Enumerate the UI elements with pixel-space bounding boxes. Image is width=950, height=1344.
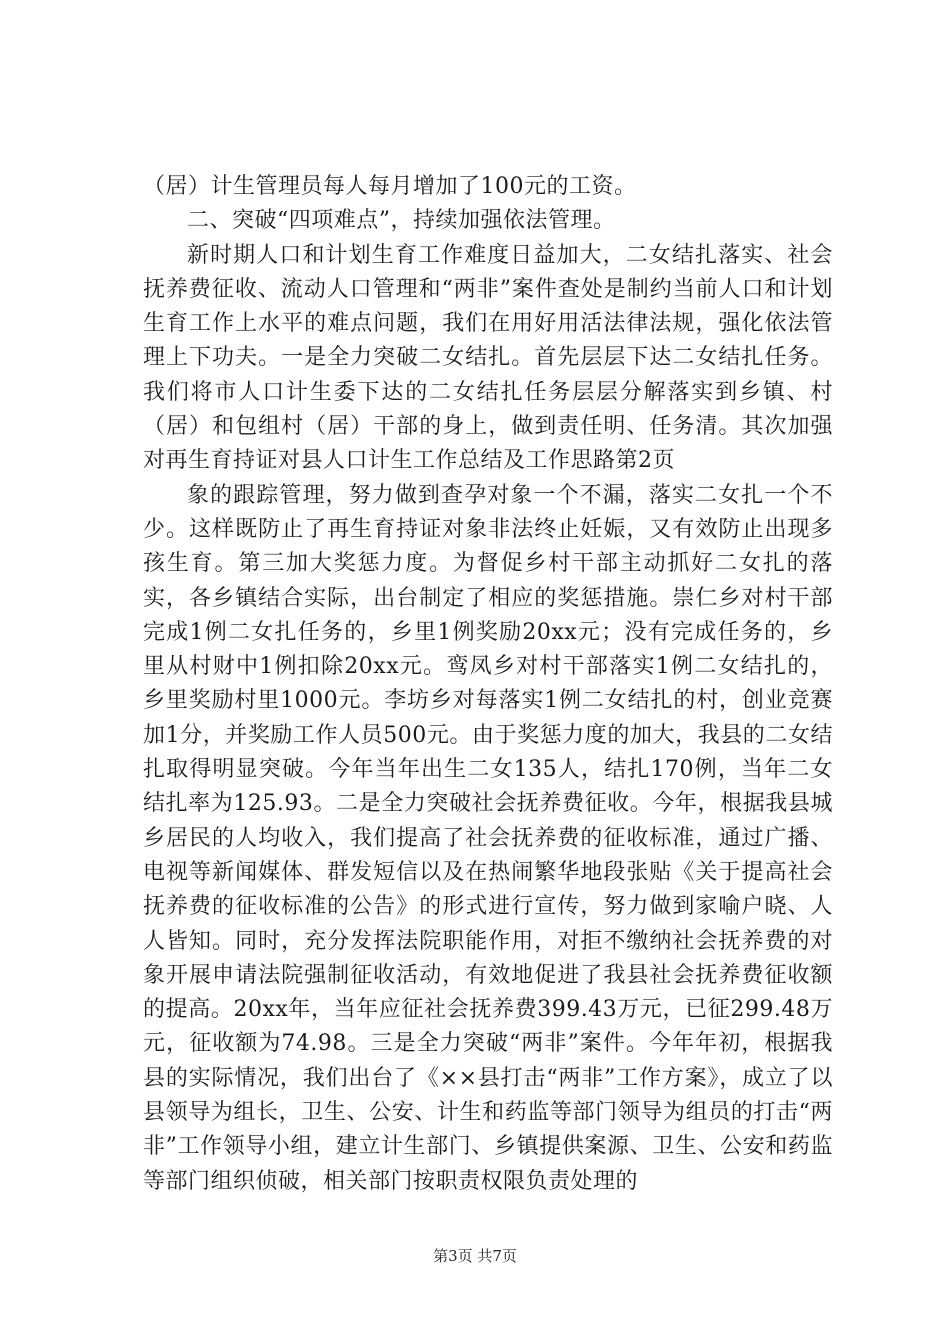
section-heading: 二、突破“四项难点”，持续加强依法管理。 — [187, 208, 616, 234]
paragraph-1: （居）计生管理员每人每月增加了100元的工资。 — [143, 174, 637, 199]
paragraph-3: 新时期人口和计划生育工作难度日益加大，二女结扎落实、社会抚养费征收、流动人口管理和“两非”案件查处是制约当前人口和计划生育工作上水平的难点问题，我们在用好用活法律法规，强化依法管理上下功夫。一是全力突破二女结扎。首先层层下达二女结扎任务。我们将市人口计生委下达的二女结扎任务层层分解落实到乡镇、村（居）和包组村（居）干部的身上，做到责任明、任务清。其次加强对再生育持证对县人口计生工作总结及工作思路第2页 — [143, 242, 833, 474]
document-body — [143, 170, 833, 1199]
paragraph-4: 象的跟踪管理，努力做到查孕对象一个不漏，落实二女扎一个不少。这样既防止了再生育持证对象非法终止妊娠，又有效防止出现多孩生育。第三加大奖惩力度。为督促乡村干部主动抓好二女扎的落实，各乡镇结合实际，出台制定了相应的奖惩措施。崇仁乡对村干部完成1例二女扎任务的，乡里1例奖励20xx元；没有完成任务的，乡里从村财中1例扣除20xx元。鸾凤乡对村干部落实1例二女结扎的，乡里奖励村里1000元。李坊乡对每落实1例二女结扎的村，创业竞赛加1分，并奖励工作人员500元。由于奖惩力度的加大，我县的二女结扎取得明显突破。今年当年出生二女135人，结扎170例，当年二女结扎率为125.93。二是全力突破社会抚养费征收。今年，根据我县城乡居民的人均收入，我们提高了社会抚养费的征收标准，通过广播、电视等新闻媒体、群发短信以及在热闹繁华地段张贴《关于提高社会抚养费的征收标准的公告》的形式进行宣传，努力做到家喻户晓、人人皆知。同时，充分发挥法院职能作用，对拒不缴纳社会抚养费的对象开展申请法院强制征收活动，有效地促进了我县社会抚养费征收额的提高。20xx年，当年应征社会抚养费399.43万元，已征299.48万元，征收额为74.98。三是全力突破“两非”案件。今年年初，根据我县的实际情况，我们出台了《××县打击“两非”工作方案》，成立了以县领导为组长，卫生、公安、计生和药监等部门领导为组员的打击“两非”工作领导小组，建立计生部门、乡镇提供案源、卫生、公安和药监等部门组织侦破，相关部门按职责权限负责处理的 — [143, 482, 833, 1194]
page-footer: 第3页 共7页 — [433, 1247, 517, 1265]
